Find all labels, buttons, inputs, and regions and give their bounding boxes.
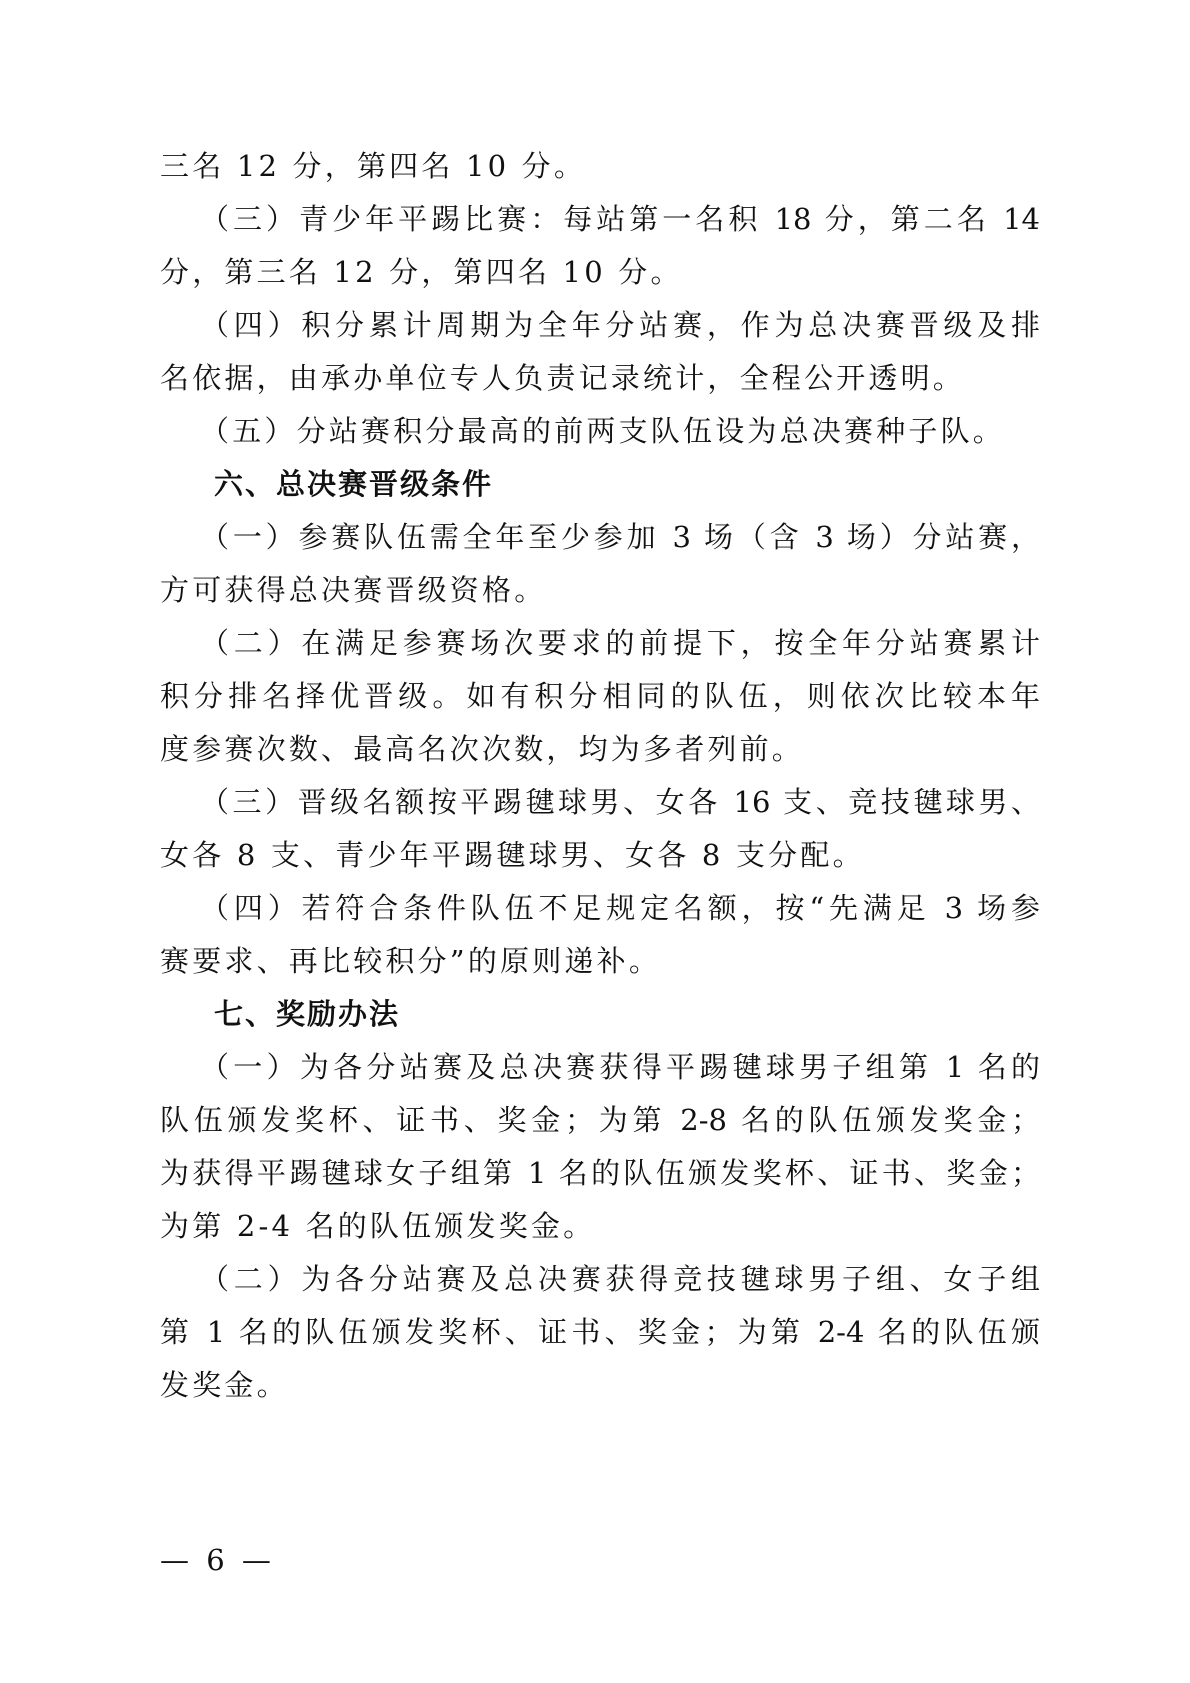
body-line: 方可获得总决赛晋级资格。 <box>160 573 547 607</box>
body-line: 三名 12 分，第四名 10 分。 <box>160 149 587 183</box>
section-heading: 七、奖励办法 <box>214 997 401 1031</box>
page-number: — 6 — <box>160 1543 275 1577</box>
body-line: 名依据，由承办单位专人负责记录统计，全程公开透明。 <box>160 361 966 395</box>
body-line: 积分排名择优晋级。如有积分相同的队伍，则依次比较本年 <box>160 679 1040 713</box>
paragraph-first-line: （三）青少年平踢比赛：每站第一名积 18 分，第二名 14 <box>200 202 1040 236</box>
paragraph-first-line: （三）晋级名额按平踢毽球男、女各 16 支、竞技毽球男、 <box>200 785 1040 819</box>
section-heading: 六、总决赛晋级条件 <box>214 467 494 501</box>
paragraph-first-line: （一）为各分站赛及总决赛获得平踢毽球男子组第 1 名的 <box>200 1050 1040 1084</box>
paragraph-first-line: （五）分站赛积分最高的前两支队伍设为总决赛种子队。 <box>200 414 1006 448</box>
body-line: 队伍颁发奖杯、证书、奖金；为第 2-8 名的队伍颁发奖金； <box>160 1103 1040 1137</box>
body-line: 发奖金。 <box>160 1368 289 1402</box>
body-line: 为第 2-4 名的队伍颁发奖金。 <box>160 1209 596 1243</box>
paragraph-first-line: （四）若符合条件队伍不足规定名额，按“先满足 3 场参 <box>200 891 1040 925</box>
body-line: 赛要求、再比较积分”的原则递补。 <box>160 944 662 978</box>
body-line: 度参赛次数、最高名次次数，均为多者列前。 <box>160 732 805 766</box>
paragraph-first-line: （四）积分累计周期为全年分站赛，作为总决赛晋级及排 <box>200 308 1040 342</box>
body-line: 为获得平踢毽球女子组第 1 名的队伍颁发奖杯、证书、奖金； <box>160 1156 1040 1190</box>
body-line: 分，第三名 12 分，第四名 10 分。 <box>160 255 683 289</box>
body-line: 第 1 名的队伍颁发奖杯、证书、奖金；为第 2-4 名的队伍颁 <box>160 1315 1040 1349</box>
paragraph-first-line: （一）参赛队伍需全年至少参加 3 场（含 3 场）分站赛， <box>200 520 1040 554</box>
paragraph-first-line: （二）在满足参赛场次要求的前提下，按全年分站赛累计 <box>200 626 1040 660</box>
body-line: 女各 8 支、青少年平踢毽球男、女各 8 支分配。 <box>160 838 865 872</box>
paragraph-first-line: （二）为各分站赛及总决赛获得竞技毽球男子组、女子组 <box>200 1262 1040 1296</box>
